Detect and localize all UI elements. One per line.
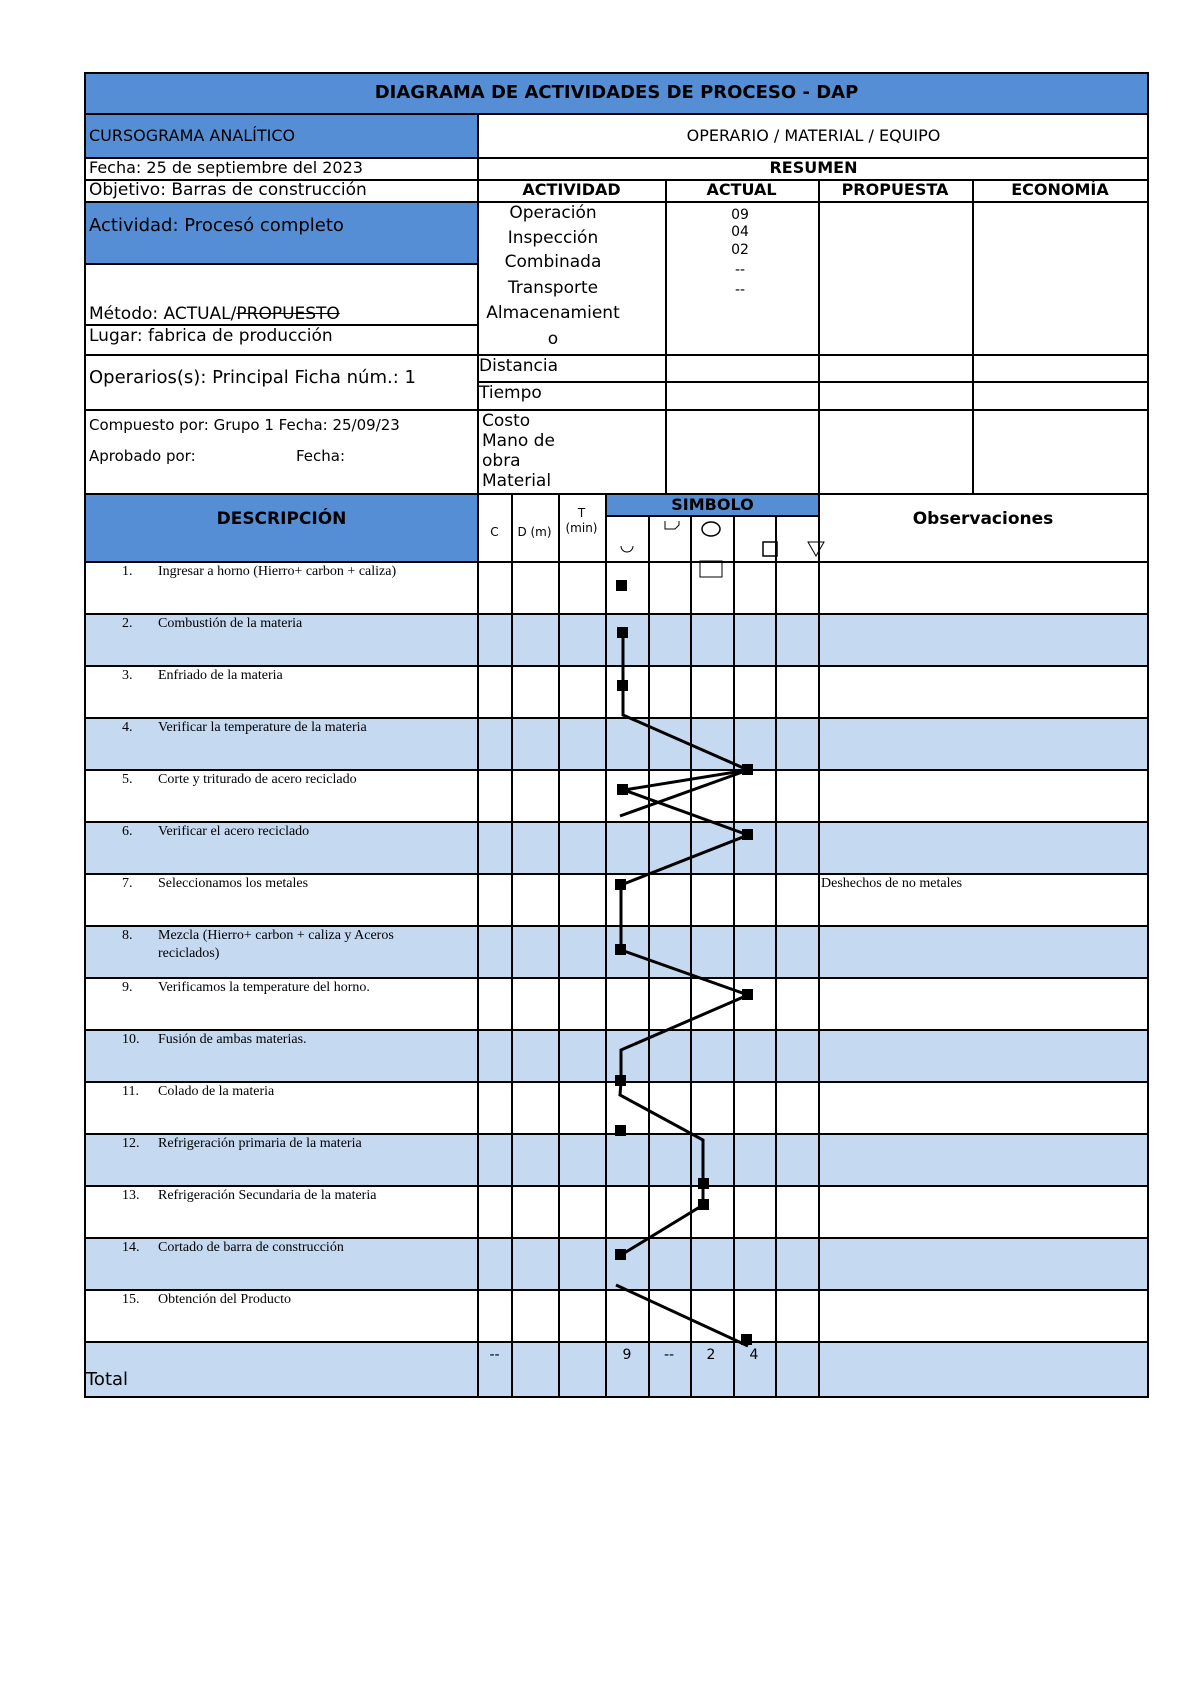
metodo-text: Método: ACTUAL/ [89, 304, 237, 324]
row-num: 2. [122, 616, 133, 631]
row-description: Obtención del Producto [158, 1292, 291, 1307]
flow-marker [617, 680, 628, 691]
row-num: 3. [122, 668, 133, 683]
row-description: Refrigeración primaria de la materia [158, 1136, 362, 1151]
col-t-header: T [577, 506, 586, 520]
actual-combinada: 02 [731, 242, 749, 258]
row-num: 1. [122, 564, 133, 579]
flow-marker [616, 580, 627, 591]
actual-operacion: 09 [731, 207, 749, 223]
flow-marker [617, 784, 628, 795]
col-actividad: ACTIVIDAD [522, 180, 621, 199]
page-title: DIAGRAMA DE ACTIVIDADES DE PROCESO - DAP [374, 82, 859, 103]
flow-segment [620, 770, 748, 816]
flow-marker [615, 1075, 626, 1086]
row-description-cont: reciclados) [158, 946, 220, 961]
row-num: 12. [122, 1136, 140, 1151]
fecha-label: Fecha: 25 de septiembre del 2023 [89, 158, 363, 177]
cursograma-label: CURSOGRAMA ANALÍTICO [89, 126, 296, 145]
actual-almacenamiento: -- [734, 282, 746, 298]
flow-marker [615, 879, 626, 890]
col-propuesta: PROPUESTA [841, 180, 949, 199]
flow-path-final [616, 1285, 748, 1346]
lugar-label: Lugar: fabrica de producción [89, 326, 333, 346]
material-label: Material [482, 471, 552, 491]
flow-marker [615, 944, 626, 955]
flow-marker [617, 627, 628, 638]
activity-almacenamiento: Almacenamient [486, 303, 620, 323]
row-description: Refrigeración Secundaria de la materia [158, 1188, 377, 1203]
activity-almacenamiento-cont: o [547, 329, 559, 349]
row-description: Ingresar a horno (Hierro+ carbon + caliza) [158, 564, 397, 579]
total-combinada: -- [663, 1347, 675, 1363]
row-description: Verificar la temperature de la materia [158, 720, 367, 735]
row-description: Cortado de barra de construcción [158, 1240, 344, 1255]
row-num: 8. [122, 928, 133, 943]
objetivo-label: Objetivo: Barras de construcción [89, 180, 367, 200]
actividad-label: Actividad: Procesó completo [89, 215, 344, 236]
activity-inspeccion: Inspección [507, 228, 599, 248]
tiempo-label: Tiempo [479, 383, 542, 403]
row-description: Combustión de la materia [158, 616, 303, 631]
descripcion-header: DESCRIPCIÓN [216, 509, 347, 529]
row-description: Mezcla (Hierro+ carbon + caliza y Aceros [158, 928, 394, 943]
flow-marker [615, 1125, 626, 1136]
col-c-header: C [490, 525, 499, 539]
actual-inspeccion: 04 [731, 224, 749, 240]
col-d-header: D (m) [517, 525, 552, 539]
flow-marker [742, 989, 753, 1000]
total-c: -- [489, 1347, 500, 1363]
compuesto-label: Compuesto por: Grupo 1 Fecha: 25/09/23 [89, 416, 400, 434]
total-transporte: 4 [749, 1347, 759, 1363]
activity-combinada: Combinada [504, 252, 602, 272]
flow-marker [698, 1199, 709, 1210]
operarios-label: Operarios(s): Principal Ficha núm.: 1 [89, 367, 416, 388]
row-description: Verificamos la temperature del horno. [158, 980, 370, 995]
flow-path [620, 634, 748, 1255]
row-num: 10. [122, 1032, 140, 1047]
flow-marker [742, 829, 753, 840]
row-description: Fusión de ambas materias. [158, 1032, 307, 1047]
resumen-label: RESUMEN [769, 158, 858, 177]
actual-transporte: -- [734, 262, 746, 278]
row-description: Corte y triturado de acero reciclado [158, 772, 357, 787]
obra-label: obra [482, 451, 521, 471]
row-num: 14. [122, 1240, 140, 1255]
row-num: 4. [122, 720, 133, 735]
row-num: 6. [122, 824, 133, 839]
flow-marker [615, 1249, 626, 1260]
row-num: 9. [122, 980, 133, 995]
row-description: Colado de la materia [158, 1084, 275, 1099]
activity-operacion: Operación [509, 203, 597, 223]
row-num: 7. [122, 876, 133, 891]
col-t-unit: (min) [565, 521, 598, 535]
activity-transporte: Transporte [507, 278, 599, 298]
row-description: Seleccionamos los metales [158, 876, 309, 891]
aprobado-fecha-label: Fecha: [296, 447, 346, 465]
flow-marker [741, 1334, 752, 1345]
operario-material-equipo: OPERARIO / MATERIAL / EQUIPO [686, 126, 941, 145]
aprobado-label: Aprobado por: [89, 447, 196, 465]
total-label: Total [86, 1369, 129, 1390]
total-operacion: 9 [622, 1347, 632, 1363]
col-economia: ECONOMÍA [1011, 180, 1109, 199]
row-description: Verificar el acero reciclado [158, 824, 310, 839]
observaciones-header: Observaciones [912, 509, 1054, 529]
flow-marker [698, 1178, 709, 1189]
mano-de-label: Mano de [482, 431, 555, 451]
row-num: 5. [122, 772, 133, 787]
row-num: 11. [122, 1084, 139, 1099]
costo-label: Costo [482, 411, 531, 431]
row-num: 13. [122, 1188, 140, 1203]
total-inspeccion: 2 [706, 1347, 716, 1363]
row-observation: Deshechos de no metales [821, 876, 963, 891]
metodo-struck: PROPUESTO [236, 304, 340, 324]
col-actual: ACTUAL [706, 180, 777, 199]
row-description: Enfriado de la materia [158, 668, 283, 683]
row-num: 15. [122, 1292, 140, 1307]
simbolo-header: SIMBOLO [671, 495, 754, 514]
distancia-label: Distancia [479, 356, 559, 376]
